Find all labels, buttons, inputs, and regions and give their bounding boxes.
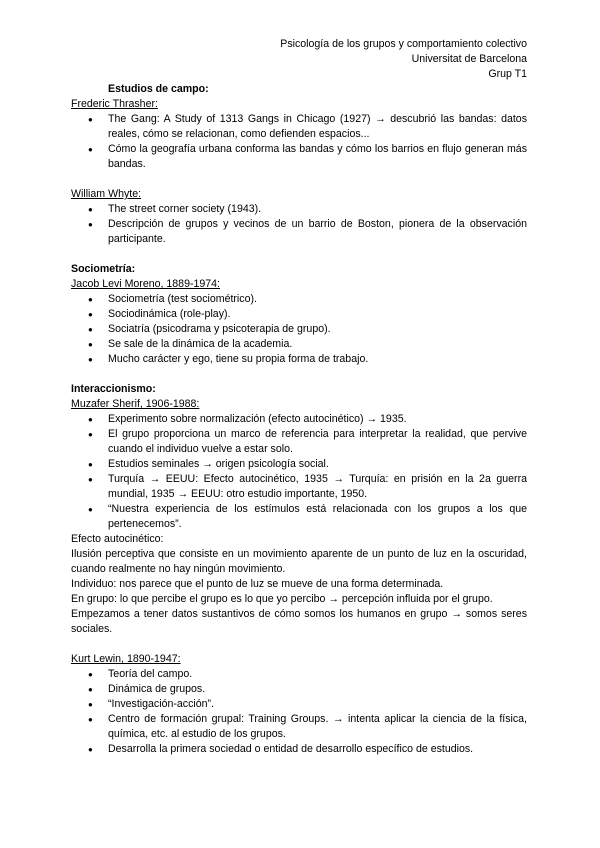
- list-item: ● “Investigación-acción”.: [71, 697, 527, 712]
- paragraph-individuo: Individuo: nos parece que el punto de luz se mueve de una forma determinada.: [71, 578, 444, 590]
- list-item: ● The Gang: A Study of 1313 Gangs in Chicago (1927) → descubrió las bandas: datos reales, cómo se relacionan, como defienden espacios...: [71, 112, 527, 142]
- whyte-list: [71, 202, 527, 247]
- thrasher-list: [71, 112, 527, 172]
- paragraph-empezamos: Empezamos a tener datos sustantivos de cómo somos los humanos en grupo → somos seres sociales.: [71, 608, 527, 635]
- list-item: ● The street corner society (1943).: [71, 202, 527, 217]
- list-item: ● Desarrolla la primera sociedad o entidad de desarrollo específico de estudios.: [71, 742, 527, 757]
- list-item: ● El grupo proporciona un marco de referencia para interpretar la realidad, que pervive cuando el individuo vuelve a estar solo.: [71, 427, 527, 457]
- moreno-list: [71, 292, 527, 367]
- list-item: ● Se sale de la dinámica de la academia.: [71, 337, 527, 352]
- paragraph-ilusion: Ilusión perceptiva que consiste en un movimiento aparente de un punto de luz en la oscuridad, cuando realmente no hay ningún movimiento.: [71, 548, 527, 575]
- document-page: [71, 37, 527, 757]
- list-item: ● Dinámica de grupos.: [71, 682, 527, 697]
- lewin-list: [71, 667, 527, 757]
- header-university: Universitat de Barcelona: [411, 53, 527, 65]
- header-course: Psicología de los grupos y comportamiento colectivo: [280, 38, 527, 50]
- list-item: ● Centro de formación grupal: Training Groups. → intenta aplicar la ciencia de la física, química, etc. al estudio de los grupos.: [71, 712, 527, 742]
- author-moreno: Jacob Levi Moreno, 1889-1974:: [71, 278, 221, 290]
- paragraph-en-grupo: En grupo: lo que percibe el grupo es lo que yo percibo → percepción influida por el grupo.: [71, 593, 493, 605]
- header-group: Grup T1: [488, 68, 527, 80]
- list-item: ● Turquía → EEUU: Efecto autocinético, 1935 → Turquía: en prisión en la 2a guerra mundial, 1935 → EEUU: otro estudio importante, 1950.: [71, 472, 527, 502]
- section-title-sociometria: Sociometría:: [71, 263, 136, 275]
- list-item: ● Sociometría (test sociométrico).: [71, 292, 527, 307]
- page-header: [71, 37, 527, 82]
- list-item: ● Experimento sobre normalización (efecto autocinético) → 1935.: [71, 412, 527, 427]
- section-title-interaccionismo: Interaccionismo:: [71, 383, 156, 395]
- paragraph-efecto-label: Efecto autocinético:: [71, 533, 164, 545]
- author-thrasher: Frederic Thrasher:: [71, 98, 158, 110]
- list-item: ● Estudios seminales → origen psicología social.: [71, 457, 527, 472]
- list-item: ● Cómo la geografía urbana conforma las bandas y cómo los barrios en flujo generan más bandas.: [71, 142, 527, 172]
- list-item: ● Sociatría (psicodrama y psicoterapia de grupo).: [71, 322, 527, 337]
- sherif-list: [71, 412, 527, 532]
- list-item: ● “Nuestra experiencia de los estímulos está relacionada con los grupos a los que pertenecemos”.: [71, 502, 527, 532]
- author-sherif: Muzafer Sherif, 1906-1988:: [71, 398, 200, 410]
- section-title-field-studies: Estudios de campo:: [108, 83, 209, 95]
- author-whyte: William Whyte:: [71, 188, 142, 200]
- list-item: ● Teoría del campo.: [71, 667, 527, 682]
- list-item: ● Sociodinámica (role-play).: [71, 307, 527, 322]
- list-item: ● Mucho carácter y ego, tiene su propia forma de trabajo.: [71, 352, 527, 367]
- author-lewin: Kurt Lewin, 1890-1947:: [71, 653, 181, 665]
- list-item: ● Descripción de grupos y vecinos de un barrio de Boston, pionera de la observación participante.: [71, 217, 527, 247]
